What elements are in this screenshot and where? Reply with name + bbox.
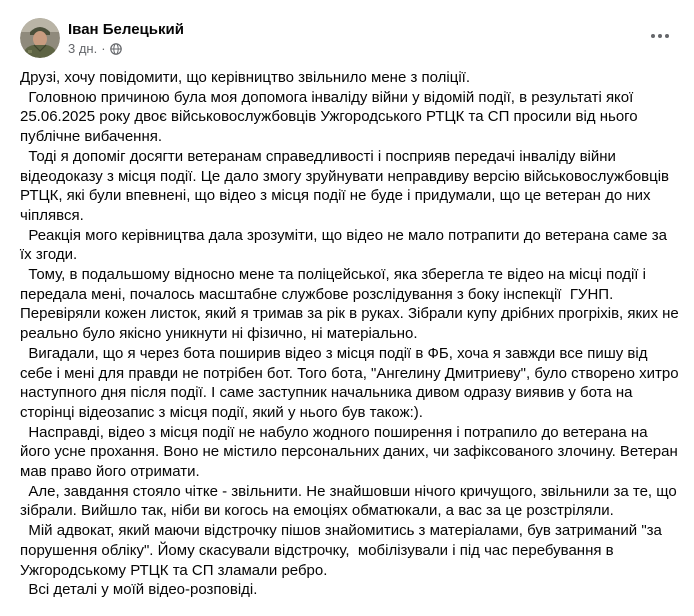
post-meta [68, 40, 184, 57]
avatar-photo [20, 18, 60, 58]
post-paragraph: Тому, в подальшому відносно мене та поліцейської, яка зберегла те відео на місці події і передала мені, почалось масштабне службове розслідування з боку інспекції ГУНП. Перевіряли кожен листок, який я тримав за рік в руках. Зібрали купу дрібних прогріхів, яких не реально було якісно уникнути ні фізично, ні матеріально. [20, 266, 683, 343]
more-horizontal-icon [650, 33, 670, 39]
post-paragraph: Мій адвокат, який маючи відстрочку пішов знайомитись з матеріалами, був затриманий "за порушення обліку". Йому скасували відстрочку, мобілізували і під час перебування в Ужгородському РТЦК та СП зламали ребро. [20, 522, 667, 579]
post-timestamp[interactable]: 3 дн. [68, 40, 98, 56]
author-block [68, 20, 184, 57]
post-paragraph: Друзі, хочу повідомити, що керівництво звільнило мене з поліції. [20, 69, 470, 86]
post-paragraph: Але, завдання стояло чітке - звільнити. Не знайшовши нічого кричущого, звільнили за те, що зібрали. Вийшло так, ніби ви когось на емоціях обматюкали, а вас за це розстріляли. [20, 482, 681, 520]
post-paragraph: Реакція мого керівництва дала зрозуміти, що відео не мало потрапити до ветерана саме за їх згоди. [20, 226, 672, 264]
post-paragraph: Всі деталі у моїй відео-розповіді. [20, 581, 258, 599]
post-paragraph: Тоді я допоміг досягти ветеранам справедливості і посприяв передачі інваліду війни відеодоказу з місця події. Це дало змогу зруйнувати неправдиву версію військовослужбовців РТЦК, які були впевнені, що відео з місця події не буде і придумали, що це ветеран до них чіплявся. [20, 147, 674, 224]
more-options-button[interactable] [642, 22, 678, 50]
post-paragraph: Насправді, відео з місця події не набуло жодного поширення і потрапило до ветерана на його усне прохання. Воно не містило персональних даних, чи зафіксованого злочину. Ветеран мав право його отримати. [20, 423, 682, 481]
post-paragraph: Вигадали, що я через бота поширив відео з місця події в ФБ, хоча я завжди все пишу від себе і мені для правди не потрібен бот. Того бота, "Ангелину Дмитриеву", було створено хитро наступного дня після події. І саме заступник начальника дивом одразу виявив у бота на сторінці відеозапис з місця події, який у нього був також:). [20, 344, 683, 421]
globe-icon[interactable] [110, 42, 122, 54]
post-header [20, 16, 184, 60]
post-body [20, 68, 683, 600]
avatar[interactable] [20, 18, 60, 58]
author-name[interactable]: Іван Белецький [68, 20, 184, 38]
post-paragraph: Головною причиною була моя допомога інваліду війни у відомій події, в результаті якої 25.06.2025 року двоє військовослужбовців Ужгородського РТЦК та СП просили від нього публічне вибачення. [20, 88, 642, 146]
meta-separator: · [101, 40, 106, 56]
